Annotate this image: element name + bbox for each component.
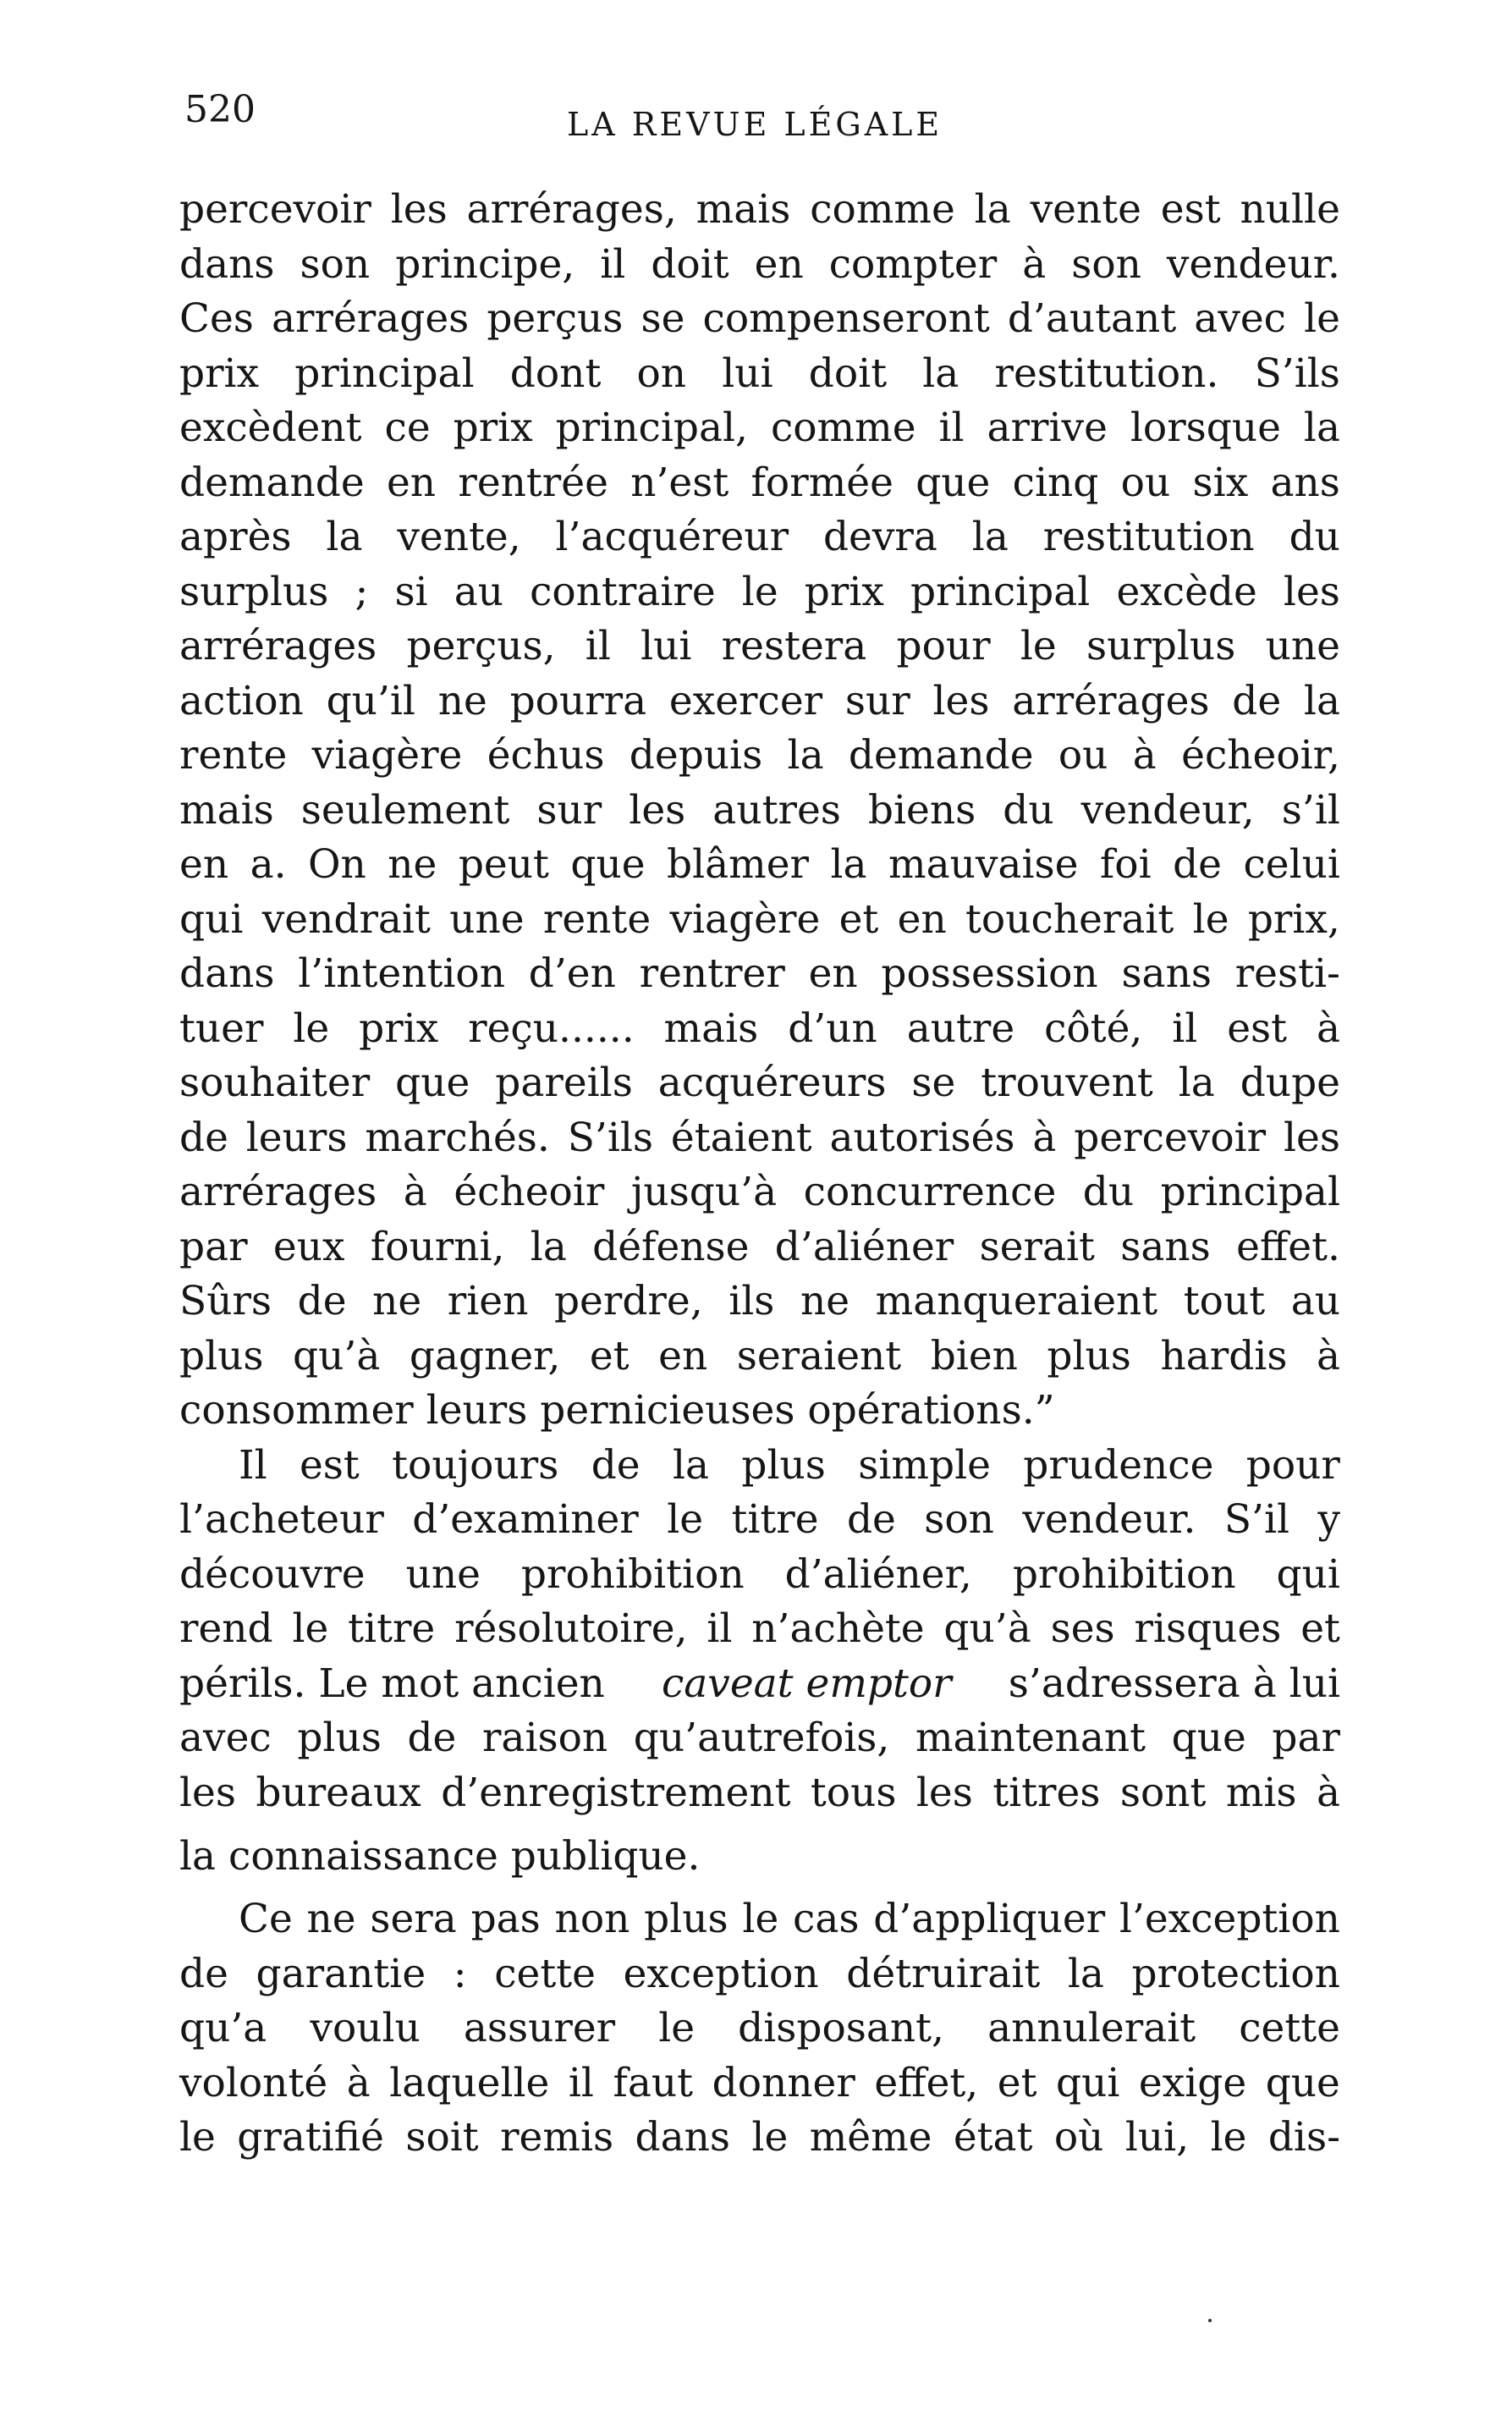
text-line: dans son principe, il doit en compter à son vendeur.: [179, 240, 1340, 288]
text-line: Il est toujours de la plus simple prudence pour: [239, 1441, 1340, 1489]
text-line: de garantie : cette exception détruirait la protection: [179, 1950, 1340, 1997]
text-line: Sûrs de ne rien perdre, ils ne manqueraient tout au: [179, 1278, 1340, 1324]
text-line: arrérages à écheoir jusqu’à concurrence du principal: [179, 1169, 1340, 1215]
text-line: l’acheteur d’examiner le titre de son vendeur. S’il y: [179, 1496, 1340, 1543]
page-number: 520: [184, 88, 256, 131]
body-text: [179, 183, 1340, 2166]
text-line: qui vendrait une rente viagère et en toucherait le prix,: [179, 895, 1340, 943]
text-line: tuer le prix reçu...... mais d’un autre côté, il est à: [179, 1005, 1340, 1052]
text-line: avec plus de raison qu’autrefois, maintenant que par: [179, 1715, 1340, 1761]
text-line: découvre une prohibition d’aliéner, prohibition qui: [179, 1550, 1340, 1598]
text-line-with-italic: [179, 1657, 1340, 1712]
text-line: prix principal dont on lui doit la restitution. S’ils: [179, 350, 1340, 397]
text-line: percevoir les arrérages, mais comme la vente est nulle: [179, 186, 1340, 233]
running-title: LA REVUE LÉGALE: [567, 106, 943, 143]
text-line: les bureaux d’enregistrement tous les titres sont mis à: [179, 1769, 1340, 1816]
text-line: dans l’intention d’en rentrer en possession sans resti-: [179, 950, 1340, 997]
text-line: consommer leurs pernicieuses opérations.”: [179, 1387, 1055, 1434]
text-line: souhaiter que pareils acquéreurs se trouvent la dupe: [179, 1060, 1340, 1106]
text-line: de leurs marchés. S’ils étaient autorisés à percevoir les: [179, 1114, 1340, 1161]
scan-speck: [1208, 2319, 1212, 2322]
text-line: excèdent ce prix principal, comme il arrive lorsque la: [179, 405, 1340, 451]
text-line: arrérages perçus, il lui restera pour le surplus une: [179, 623, 1340, 669]
text-segment: s’adressera à lui: [1008, 1660, 1340, 1707]
text-line: volonté à laquelle il faut donner effet, et qui exige que: [179, 2059, 1340, 2106]
text-line: rend le titre résolutoire, il n’achète qu’à ses risques et: [179, 1605, 1340, 1652]
text-line: plus qu’à gagner, et en seraient bien plus hardis à: [179, 1332, 1340, 1379]
text-line: rente viagère échus depuis la demande ou à écheoir,: [179, 732, 1340, 779]
text-line: demande en rentrée n’est formée que cinq ou six ans: [179, 459, 1340, 506]
text-line: qu’a voulu assurer le disposant, annulerait cette: [179, 2005, 1340, 2051]
text-line: par eux fourni, la défense d’aliéner serait sans effet.: [179, 1223, 1340, 1270]
text-line: Ce ne sera pas non plus le cas d’appliquer l’exception: [239, 1896, 1340, 1942]
text-line: le gratifié soit remis dans le même état où lui, le dis-: [179, 2114, 1340, 2161]
text-line: après la vente, l’acquéreur devra la restitution du: [179, 514, 1340, 560]
text-line: surplus ; si au contraire le prix principal excède les: [179, 568, 1340, 615]
text-line: action qu’il ne pourra exercer sur les arrérages de la: [179, 677, 1340, 724]
text-line: la connaissance publique.: [179, 1833, 701, 1880]
text-line: Ces arrérages perçus se compenseront d’autant avec le: [179, 295, 1340, 342]
text-line: en a. On ne peut que blâmer la mauvaise foi de celui: [179, 841, 1340, 888]
italic-phrase: caveat emptor: [661, 1660, 952, 1707]
text-segment: périls. Le mot ancien: [179, 1660, 605, 1707]
text-line: mais seulement sur les autres biens du vendeur, s’il: [179, 786, 1340, 834]
